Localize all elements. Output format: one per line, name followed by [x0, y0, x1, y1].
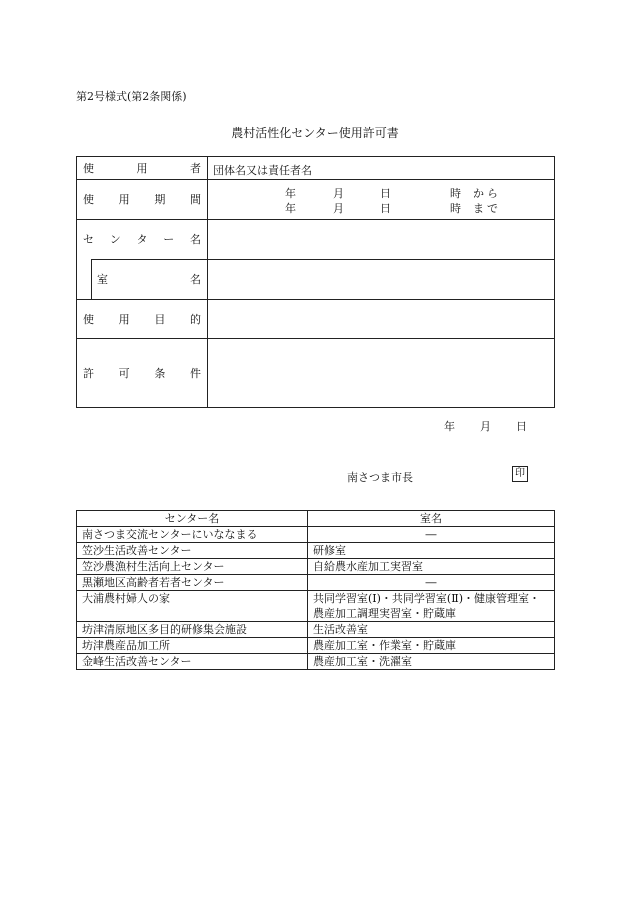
header-room-name: 室名	[308, 511, 555, 527]
label-char: ー	[163, 233, 175, 246]
permit-form	[76, 156, 555, 408]
center-label	[83, 219, 201, 259]
period-to-day: 日	[380, 202, 391, 215]
label-char: 名	[190, 273, 201, 286]
room-name-cell: 農産加工室・作業室・貯蔵庫	[308, 638, 555, 654]
centers-table	[76, 510, 555, 670]
header-center-name: センター名	[77, 511, 308, 527]
center-name-cell: 金峰生活改善センター	[77, 654, 308, 670]
period-from-year: 年	[285, 187, 296, 200]
table-row	[77, 543, 555, 559]
label-char: 室	[97, 273, 108, 286]
center-name-cell: 黒瀬地区高齢者若者センター	[77, 575, 308, 591]
table-row	[77, 559, 555, 575]
room-name-cell: 農産加工室・洗濯室	[308, 654, 555, 670]
label-char: 用	[136, 162, 148, 175]
table-row	[77, 575, 555, 591]
period-from-suffix: から	[473, 187, 501, 200]
center-name-cell: 南さつま交流センターにいななまる	[77, 527, 308, 543]
period-to-suffix: まで	[473, 202, 501, 215]
table-row	[77, 654, 555, 670]
period-to-year: 年	[285, 202, 296, 215]
room-name-cell: ―	[308, 575, 555, 591]
table-header-row	[77, 511, 555, 527]
label-char: 可	[118, 366, 130, 380]
label-char: 期	[154, 193, 166, 206]
label-char: 用	[118, 193, 130, 206]
center-name-cell: 坊津農産品加工所	[77, 638, 308, 654]
room-name-cell: 共同学習室(Ⅰ)・共同学習室(Ⅱ)・健康管理室・農産加工調理実習室・貯蔵庫	[308, 591, 555, 622]
label-char: 使	[83, 193, 94, 206]
room-name-cell: ―	[308, 527, 555, 543]
label-char: 許	[83, 366, 94, 380]
room-name-cell: 研修室	[308, 543, 555, 559]
issue-date-year: 年	[444, 420, 455, 433]
label-char: 条	[154, 366, 166, 380]
period-from-hour: 時	[450, 187, 461, 200]
label-char: 用	[118, 312, 130, 326]
label-char: 者	[190, 162, 201, 175]
label-char: セ	[83, 233, 94, 246]
seal-mark: 印	[512, 466, 528, 482]
label-char: タ	[136, 233, 148, 246]
label-char: ン	[109, 233, 121, 246]
issue-date-day: 日	[516, 420, 527, 433]
room-name-cell: 生活改善室	[308, 622, 555, 638]
label-char: 使	[83, 162, 94, 175]
label-char: 名	[190, 233, 201, 246]
label-char: 件	[189, 366, 201, 380]
center-name-cell: 笠沙農漁村生活向上センター	[77, 559, 308, 575]
user-value: 団体名又は責任者名	[213, 164, 312, 177]
table-row	[77, 527, 555, 543]
issue-date-month: 月	[480, 420, 491, 433]
purpose-label	[83, 299, 201, 338]
table-row	[77, 638, 555, 654]
room-name-cell: 自給農水産加工実習室	[308, 559, 555, 575]
room-label	[97, 259, 201, 299]
label-char: 的	[189, 312, 201, 326]
table-row	[77, 591, 555, 622]
center-name-cell: 坊津清原地区多目的研修集会施設	[77, 622, 308, 638]
mayor-title: 南さつま市長	[347, 471, 413, 484]
table-row	[77, 622, 555, 638]
label-char: 使	[83, 312, 94, 326]
center-name-cell: 笠沙生活改善センター	[77, 543, 308, 559]
period-to-month: 月	[333, 202, 344, 215]
user-label	[83, 157, 201, 179]
period-label	[83, 179, 201, 219]
conditions-label	[83, 338, 201, 407]
period-to-hour: 時	[450, 202, 461, 215]
period-from-month: 月	[333, 187, 344, 200]
period-from-day: 日	[380, 187, 391, 200]
label-char: 間	[189, 193, 201, 206]
form-number: 第2号様式(第2条関係)	[76, 90, 187, 103]
document-title: 農村活性化センター使用許可書	[231, 126, 399, 140]
center-name-cell: 大浦農村婦人の家	[77, 591, 308, 622]
label-char: 目	[154, 312, 166, 326]
